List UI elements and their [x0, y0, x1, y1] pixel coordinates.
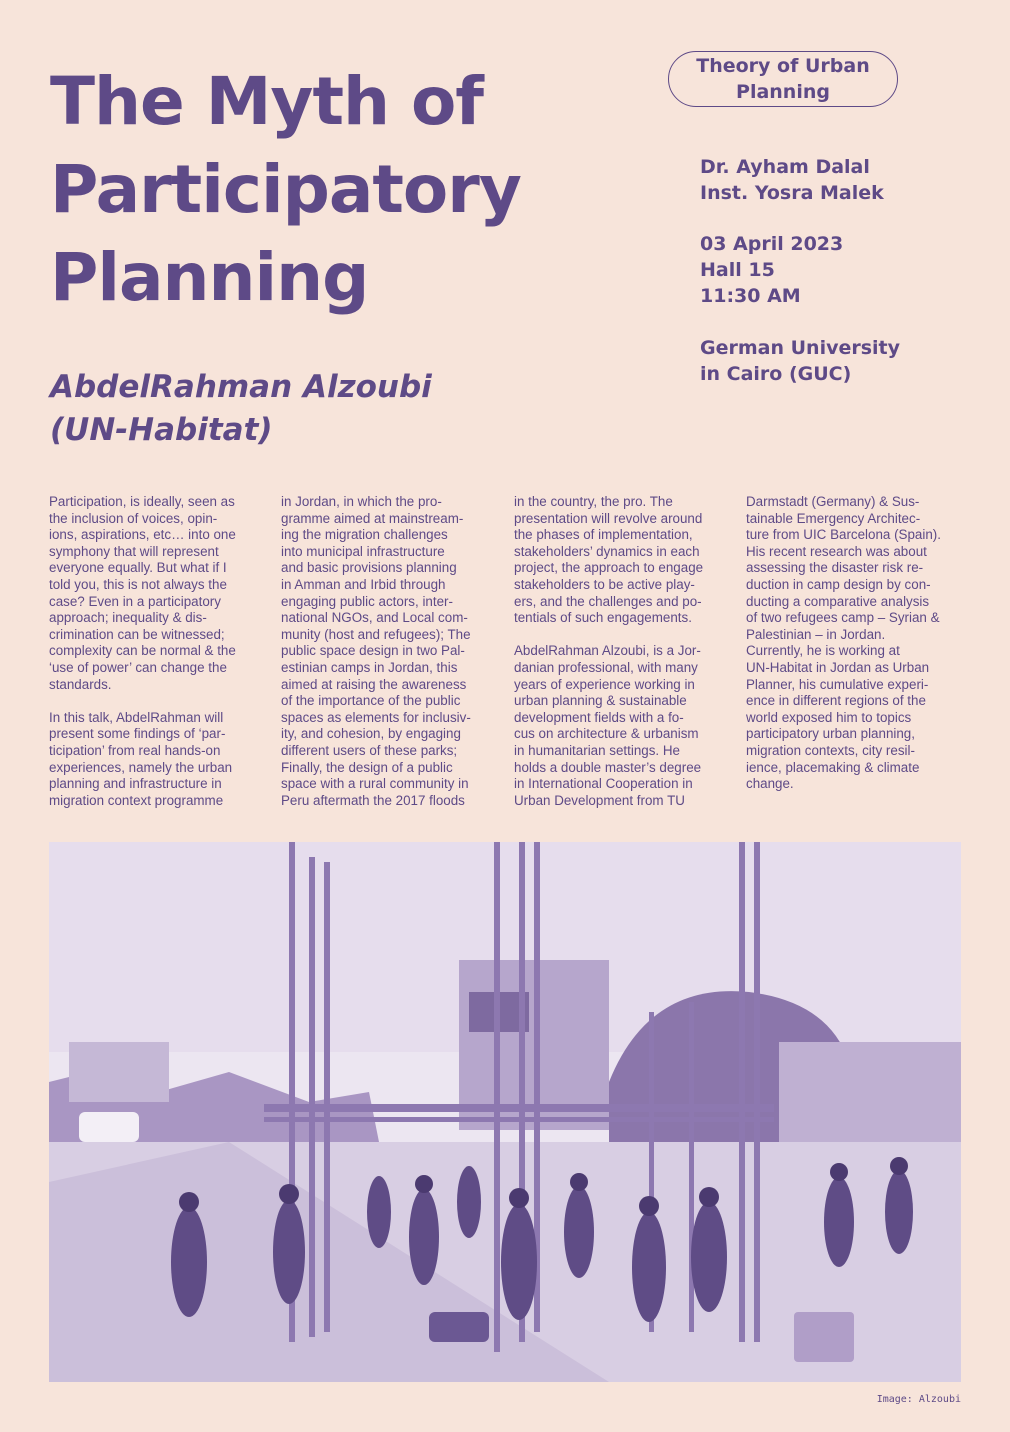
venue-block [700, 335, 990, 387]
body-text-line: of two refugees camp – Syrian & [746, 610, 940, 626]
venue-line: in Cairo (GUC) [700, 363, 852, 385]
body-text-line: holds a double master’s degree [514, 759, 702, 775]
body-text-line: tentials of such engagements. [514, 610, 692, 626]
host-name: Inst. Yosra Malek [700, 182, 884, 204]
body-text-line: planning and infrastructure in [49, 776, 222, 792]
poster-title [50, 58, 650, 322]
body-text-line: ‘use of power’ can change the [49, 659, 227, 675]
body-text-line: danian professional, with many [514, 659, 698, 675]
body-text-line: in humanitarian settings. He [514, 742, 680, 758]
body-text-line: ers, and the challenges and po- [514, 593, 702, 609]
body-text-line: ticipation’ from real hands-on [49, 742, 221, 758]
body-text-line: participatory urban planning, [746, 726, 915, 742]
body-text-line: told you, this is not always the [49, 576, 227, 592]
body-text-line: UN-Habitat in Jordan as Urban [746, 659, 930, 675]
body-text-line: Planner, his cumulative experi- [746, 676, 929, 692]
event-time: 11:30 AM [700, 285, 801, 307]
body-text-line: complexity can be normal & the [49, 643, 236, 659]
body-text-line: spaces as elements for inclusiv- [281, 709, 471, 725]
paragraph-gap [514, 627, 730, 644]
body-text-line: public space design in two Pal- [281, 643, 465, 659]
body-text-line: Participation, is ideally, seen as [49, 494, 235, 509]
title-line: The Myth of [50, 63, 484, 140]
speaker-line: AbdelRahman Alzoubi [50, 369, 432, 405]
body-text-line: in International Cooperation in [514, 776, 693, 792]
body-text-line: Currently, he is working at [746, 643, 900, 659]
body-text-line: presentation will revolve around [514, 510, 703, 526]
body-text-line: present some findings of ‘par- [49, 726, 226, 742]
body-text-line: project, the approach to engage [514, 560, 704, 576]
body-text-line: ions, aspirations, etc… into one [49, 527, 236, 543]
body-text-line: munity (host and refugees); The [281, 626, 471, 642]
speaker-name [50, 366, 610, 452]
body-text-line: Peru aftermath the 2017 floods [281, 792, 465, 808]
body-text-line: engaging public actors, inter- [281, 593, 453, 609]
body-text-line: world exposed him to topics [746, 709, 912, 725]
event-hall: Hall 15 [700, 259, 775, 281]
body-text-line: Palestinian – in Jordan. [746, 626, 886, 642]
body-text-line: duction in camp design by con- [746, 576, 931, 592]
body-text-line: and basic provisions planning [281, 560, 457, 576]
event-photo [49, 842, 961, 1382]
body-text-line: in Amman and Irbid through [281, 576, 446, 592]
body-text-line: symphony that will represent [49, 543, 219, 559]
body-text-line: estinian camps in Jordan, this [281, 659, 458, 675]
body-text-line: aimed at raising the awareness [281, 676, 467, 692]
body-text-line: years of experience working in [514, 676, 695, 692]
host-name: Dr. Ayham Dalal [700, 156, 870, 178]
body-text-line: crimination can be witnessed; [49, 626, 225, 642]
body-text-line: approach; inequality & dis- [49, 610, 207, 626]
body-text-line: assessing the disaster risk re- [746, 560, 924, 576]
body-text-line: gramme aimed at mainstream- [281, 510, 464, 526]
body-column-2 [281, 494, 497, 809]
course-line: Theory of Urban [696, 55, 870, 77]
body-text-line: into municipal infrastructure [281, 543, 445, 559]
event-details [700, 231, 990, 309]
body-text-line: Darmstadt (Germany) & Sus- [746, 494, 920, 509]
body-text-line: urban planning & sustainable [514, 693, 687, 709]
body-text-line: the inclusion of voices, opin- [49, 510, 218, 526]
body-text-line: His recent research was about [746, 543, 927, 559]
body-text-line: ence in different regions of the [746, 693, 926, 709]
course-badge [668, 51, 898, 107]
body-text-line: In this talk, AbdelRahman will [49, 709, 224, 725]
body-column-1 [49, 494, 265, 809]
body-text-line: ing the migration challenges [281, 527, 448, 543]
body-text-line: national NGOs, and Local com- [281, 610, 468, 626]
body-text-line: case? Even in a participatory [49, 593, 221, 609]
body-text-line: ience, placemaking & climate [746, 759, 920, 775]
body-text-line: AbdelRahman Alzoubi, is a Jor- [514, 643, 701, 659]
title-line: Planning [50, 239, 369, 316]
body-text-line: stakeholders’ dynamics in each [514, 543, 700, 559]
body-text-line: ture from UIC Barcelona (Spain). [746, 527, 941, 543]
body-text-line: stakeholders to be active play- [514, 576, 695, 592]
paragraph-gap [49, 693, 265, 710]
body-text-line: standards. [49, 676, 112, 692]
body-column-3 [514, 494, 730, 809]
body-column-4 [746, 494, 962, 793]
body-text-line: development fields with a fo- [514, 709, 684, 725]
course-line: Planning [736, 81, 830, 103]
image-credit: Image: Alzoubi [876, 1394, 961, 1405]
speaker-line: (UN-Habitat) [50, 412, 273, 448]
body-text-line: everyone equally. But what if I [49, 560, 227, 576]
event-date: 03 April 2023 [700, 233, 844, 255]
body-text-line: Urban Development from TU [514, 792, 685, 808]
photo-illustration [49, 842, 961, 1382]
body-text-line: Finally, the design of a public [281, 759, 453, 775]
body-text-line: change. [746, 776, 794, 792]
body-text-line: different users of these parks; [281, 742, 458, 758]
body-text-line: cus on architecture & urbanism [514, 726, 699, 742]
body-text-line: tainable Emergency Architec- [746, 510, 921, 526]
body-text-line: in the country, the pro. The [514, 494, 673, 509]
body-text-line: space with a rural community in [281, 776, 469, 792]
body-text-line: in Jordan, in which the pro- [281, 494, 442, 509]
hosts-block [700, 154, 990, 206]
title-line: Participatory [50, 151, 521, 228]
body-text-line: experiences, namely the urban [49, 759, 233, 775]
body-text-line: ducting a comparative analysis [746, 593, 930, 609]
body-text-line: migration contexts, city resil- [746, 742, 915, 758]
venue-line: German University [700, 337, 901, 359]
body-text-line: migration context programme [49, 792, 224, 808]
body-text-line: of the importance of the public [281, 693, 461, 709]
body-text-line: the phases of implementation, [514, 527, 693, 543]
body-text-line: ity, and cohesion, by engaging [281, 726, 461, 742]
